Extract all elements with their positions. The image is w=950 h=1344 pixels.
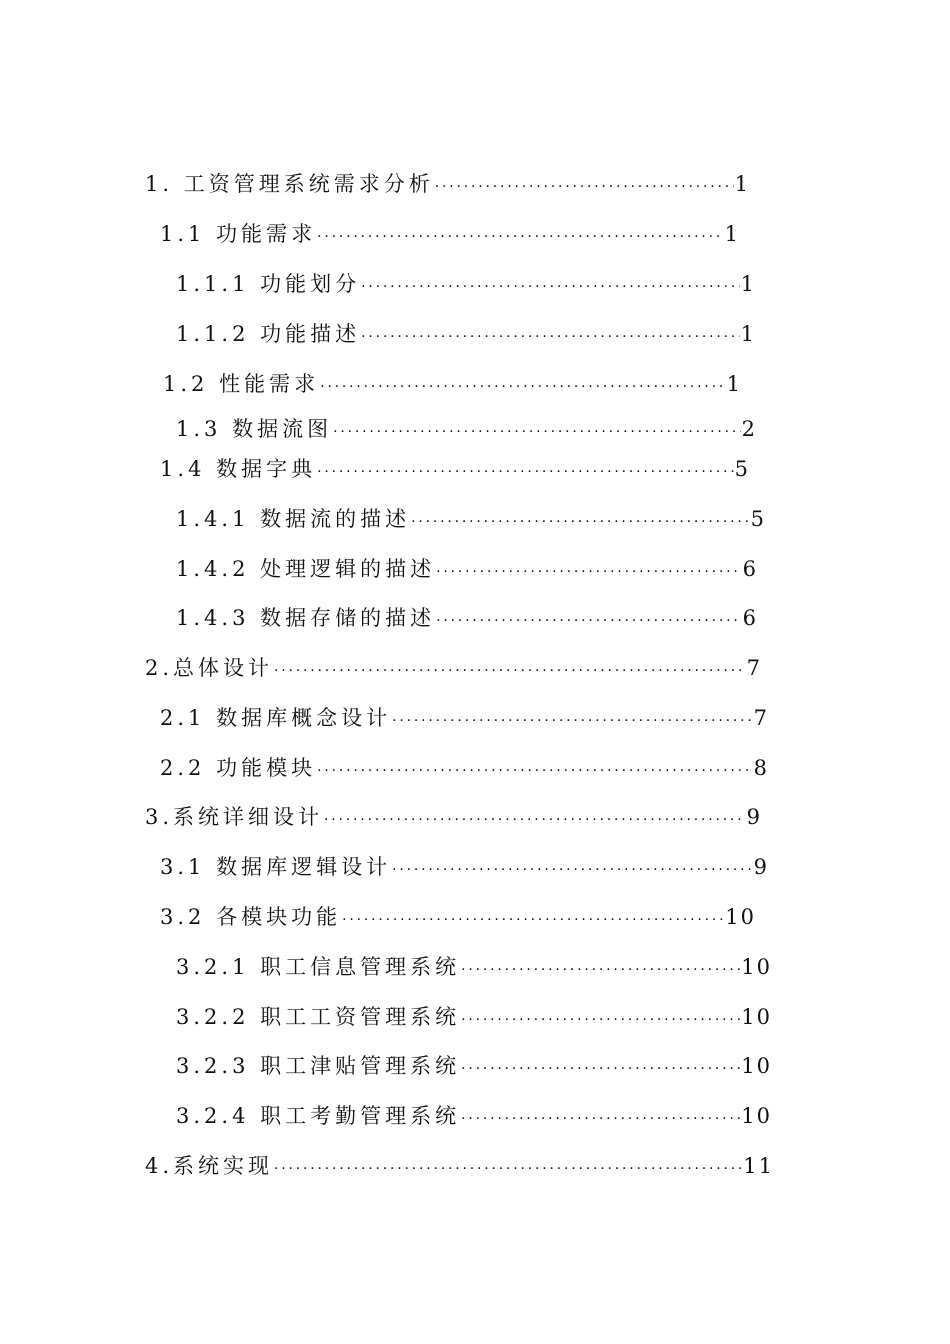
toc-entry-page: 6 [742,606,758,630]
toc-entry-page: 2 [741,417,757,441]
toc-entry-title: 3.2.3 职工津贴管理系统 [176,1054,461,1078]
toc-entry[interactable] [145,171,750,200]
toc-dot-leader [317,758,753,784]
toc-entry-page: 1 [740,272,756,296]
toc-entry-page: 10 [741,955,772,979]
toc-entry[interactable] [176,321,756,350]
toc-entry[interactable] [160,904,756,933]
toc-entry-page: 8 [753,756,769,780]
toc-dot-leader [317,224,724,250]
toc-entry-title: 1.2 性能需求 [163,372,320,396]
toc-entry-title: 4.系统实现 [145,1154,274,1178]
toc-entry-title: 1.1 功能需求 [160,222,317,246]
toc-entry[interactable] [145,655,762,684]
toc-entry-title: 1.4.2 处理逻辑的描述 [176,557,436,581]
toc-entry[interactable] [160,221,740,250]
toc-entry[interactable] [160,456,750,485]
toc-entry-page: 10 [741,1005,772,1029]
toc-entry-title: 2.2 功能模块 [160,756,317,780]
toc-entry[interactable] [145,804,762,833]
toc-entry-title: 1.4.3 数据存储的描述 [176,606,436,630]
toc-entry[interactable] [176,271,756,300]
toc-entry-title: 3.系统详细设计 [145,805,324,829]
toc-dot-leader [317,459,734,485]
toc-dot-leader [461,1056,740,1082]
toc-dot-leader [461,957,740,983]
toc-entry-page: 10 [741,1104,772,1128]
toc-entry-title: 3.2.4 职工考勤管理系统 [176,1104,461,1128]
toc-entry-page: 6 [742,557,758,581]
toc-dot-leader [461,1106,740,1132]
toc-dot-leader [333,419,741,445]
toc-dot-leader [320,374,726,400]
toc-dot-leader [361,274,740,300]
toc-entry-page: 5 [734,457,750,481]
toc-entry[interactable] [176,416,757,445]
toc-entry-page: 9 [753,855,769,879]
toc-dot-leader [435,174,734,200]
toc-entry-page: 10 [741,1054,772,1078]
toc-entry-title: 1.1.2 功能描述 [176,322,361,346]
toc-entry-page: 1 [740,322,756,346]
toc-entry-page: 7 [753,706,769,730]
toc-entry-page: 7 [746,656,762,680]
toc-entry-title: 3.2 各模块功能 [160,905,342,929]
toc-entry-title: 3.2.1 职工信息管理系统 [176,955,461,979]
toc-entry-title: 1. 工资管理系统需求分析 [145,172,434,196]
toc-entry[interactable] [145,1153,774,1182]
toc-dot-leader [436,608,742,634]
toc-entry[interactable] [176,1053,772,1082]
toc-dot-leader [274,658,746,684]
toc-entry[interactable] [176,506,766,535]
toc-entry-page: 5 [750,507,766,531]
toc-entry-page: 11 [743,1154,774,1178]
toc-entry-page: 1 [724,222,740,246]
toc-entry[interactable] [160,755,769,784]
toc-entry[interactable] [176,556,758,585]
toc-entry-title: 1.1.1 功能划分 [176,272,361,296]
toc-entry-page: 1 [734,172,750,196]
toc-entry[interactable] [163,371,742,400]
toc-entry[interactable] [176,605,758,634]
toc-entry[interactable] [160,705,769,734]
toc-entry-title: 1.3 数据流图 [176,417,333,441]
toc-entry-title: 3.1 数据库逻辑设计 [160,855,392,879]
toc-entry[interactable] [176,1103,772,1132]
toc-dot-leader [392,708,753,734]
toc-dot-leader [392,857,753,883]
toc-dot-leader [342,907,724,933]
toc-entry-page: 1 [726,372,742,396]
toc-dot-leader [461,1007,740,1033]
toc-dot-leader [274,1156,742,1182]
toc-dot-leader [436,559,742,585]
toc-entry-title: 1.4 数据字典 [160,457,317,481]
toc-entry-page: 9 [746,805,762,829]
toc-entry-page: 10 [725,905,756,929]
toc-dot-leader [324,807,746,833]
toc-dot-leader [411,509,750,535]
toc-entry-title: 2.总体设计 [145,656,274,680]
toc-dot-leader [361,324,740,350]
toc-entry-title: 2.1 数据库概念设计 [160,706,392,730]
toc-entry[interactable] [176,954,772,983]
toc-entry[interactable] [176,1004,772,1033]
toc-entry-title: 1.4.1 数据流的描述 [176,507,411,531]
toc-entry[interactable] [160,854,769,883]
toc-entry-title: 3.2.2 职工工资管理系统 [176,1005,461,1029]
